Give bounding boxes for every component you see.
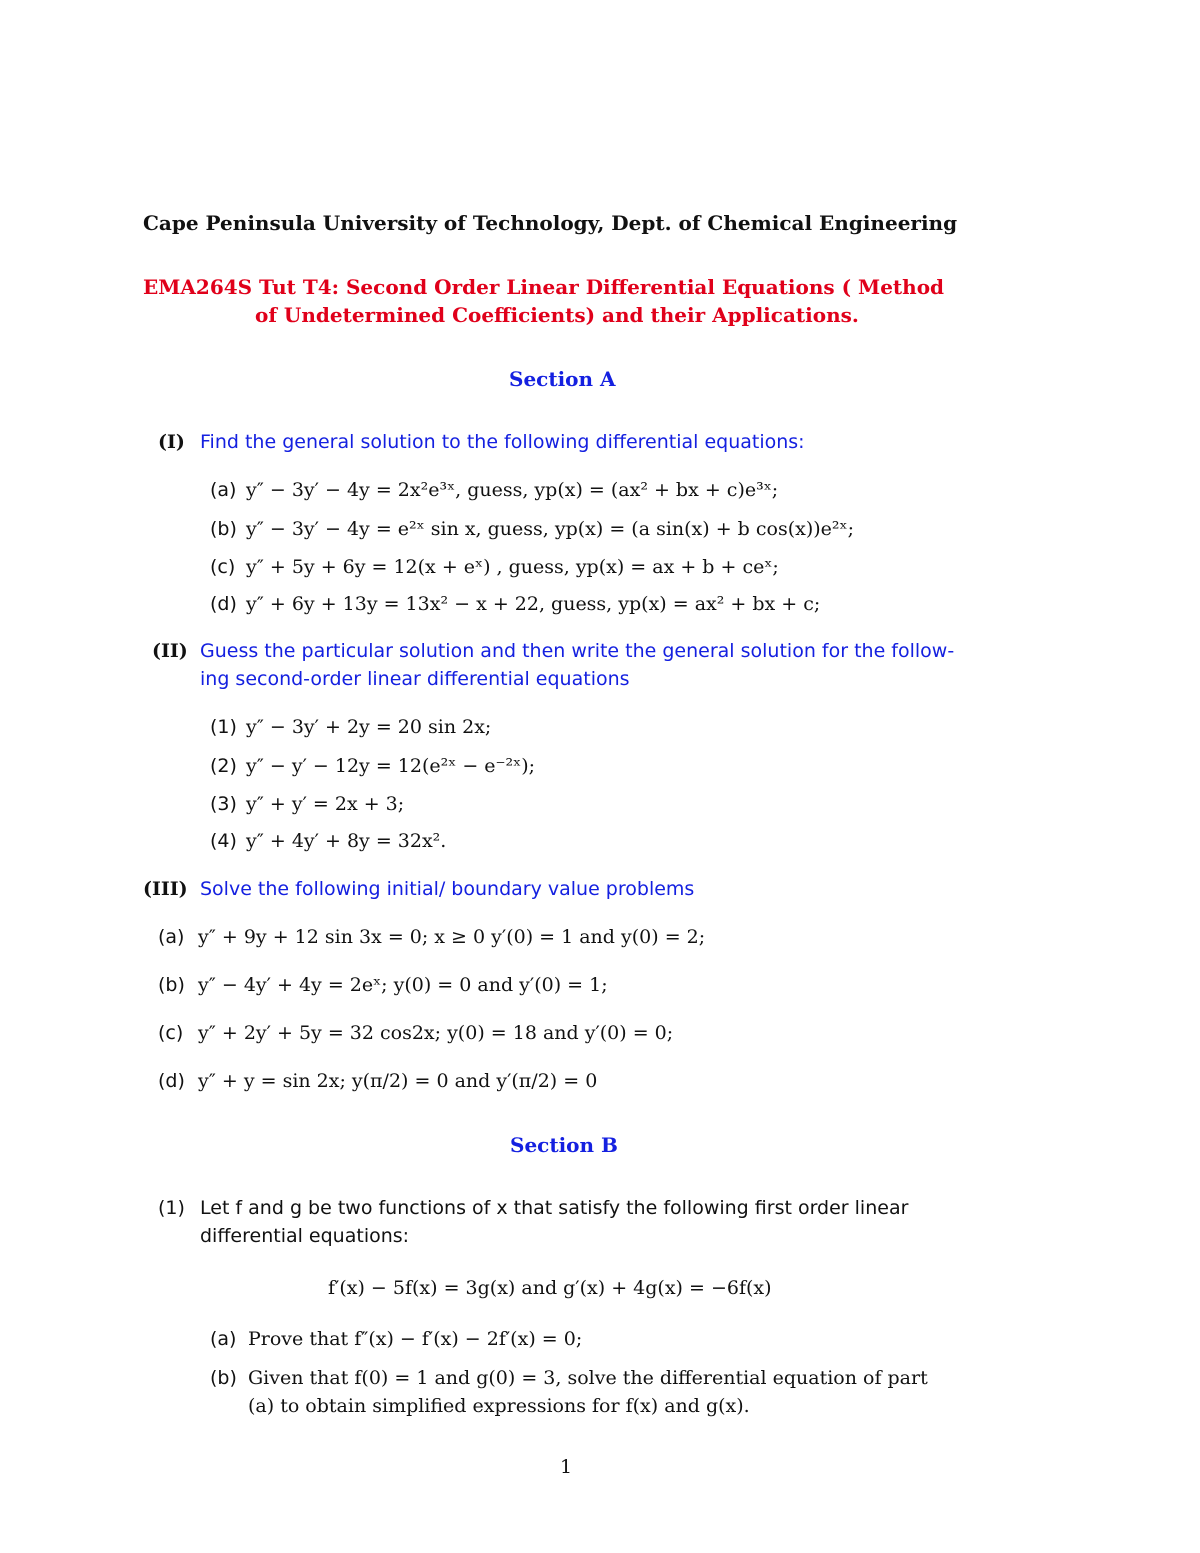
item-text: Given that f(0) = 1 and g(0) = 3, solve the differential equation of part: [248, 1367, 928, 1389]
item-label: (d): [210, 593, 237, 615]
section-b-heading: Section B: [510, 1133, 618, 1157]
question-prompt: Solve the following initial/ boundary value problems: [200, 878, 695, 900]
item-label: (c): [210, 556, 236, 578]
question-prompt-line2: differential equations:: [200, 1225, 410, 1247]
question-prompt-line1: Guess the particular solution and then write the general solution for the follow-: [200, 640, 955, 662]
tutorial-title-line1: EMA264S Tut T4: Second Order Linear Differential Equations ( Method: [143, 275, 945, 299]
question-prompt: Find the general solution to the following differential equations:: [200, 431, 805, 453]
equation: y″ + 9y + 12 sin 3x = 0; x ≥ 0 y′(0) = 1 and y(0) = 2;: [198, 926, 706, 948]
question-number: (II): [152, 640, 188, 662]
equation: y″ + y′ = 2x + 3;: [246, 793, 405, 815]
item-label: (c): [158, 1022, 184, 1044]
equation: y″ + 6y + 13y = 13x² − x + 22, guess, yp(x) = ax² + bx + c;: [246, 593, 821, 615]
equation: y″ − 3y′ − 4y = e²ˣ sin x, guess, yp(x) = (a sin(x) + b cos(x))e²ˣ;: [246, 518, 854, 540]
item-label: (b): [158, 974, 185, 996]
question-number: (1): [158, 1197, 185, 1219]
item-label: (b): [210, 1367, 237, 1389]
page-number: 1: [560, 1456, 573, 1478]
item-label: (2): [210, 755, 237, 777]
item-label: (4): [210, 830, 237, 852]
equation: y″ + 2y′ + 5y = 32 cos2x; y(0) = 18 and y′(0) = 0;: [198, 1022, 674, 1044]
equation: y″ + y = sin 2x; y(π/2) = 0 and y′(π/2) = 0: [198, 1070, 598, 1092]
item-label: (a): [210, 479, 237, 501]
item-label: (1): [210, 716, 237, 738]
item-text-continued: (a) to obtain simplified expressions for f(x) and g(x).: [248, 1395, 750, 1417]
item-label: (b): [210, 518, 237, 540]
item-label: (a): [158, 926, 185, 948]
equation: y″ − 3y′ + 2y = 20 sin 2x;: [246, 716, 492, 738]
equation: y″ − 3y′ − 4y = 2x²e³ˣ, guess, yp(x) = (ax² + bx + c)e³ˣ;: [246, 479, 779, 501]
item-label: (d): [158, 1070, 185, 1092]
institution-heading: Cape Peninsula University of Technology, Dept. of Chemical Engineering: [143, 211, 958, 235]
item-label: (3): [210, 793, 237, 815]
question-number: (I): [158, 431, 185, 453]
section-a-heading: Section A: [509, 367, 616, 391]
equation: y″ + 5y + 6y = 12(x + eˣ) , guess, yp(x) = ax + b + ceˣ;: [246, 556, 779, 578]
equation: y″ − 4y′ + 4y = 2eˣ; y(0) = 0 and y′(0) = 1;: [198, 974, 608, 996]
item-text: Prove that f″(x) − f′(x) − 2f′(x) = 0;: [248, 1328, 583, 1350]
question-number: (III): [143, 878, 188, 900]
item-label: (a): [210, 1328, 237, 1350]
equation: y″ − y′ − 12y = 12(e²ˣ − e⁻²ˣ);: [246, 755, 536, 777]
display-equation: f′(x) − 5f(x) = 3g(x) and g′(x) + 4g(x) = −6f(x): [328, 1277, 772, 1299]
question-prompt-line2: ing second-order linear differential equations: [200, 668, 630, 690]
equation: y″ + 4y′ + 8y = 32x².: [246, 830, 447, 852]
tutorial-title-line2: of Undetermined Coefficients) and their Applications.: [255, 303, 859, 327]
question-prompt-line1: Let f and g be two functions of x that satisfy the following first order linear: [200, 1197, 909, 1219]
